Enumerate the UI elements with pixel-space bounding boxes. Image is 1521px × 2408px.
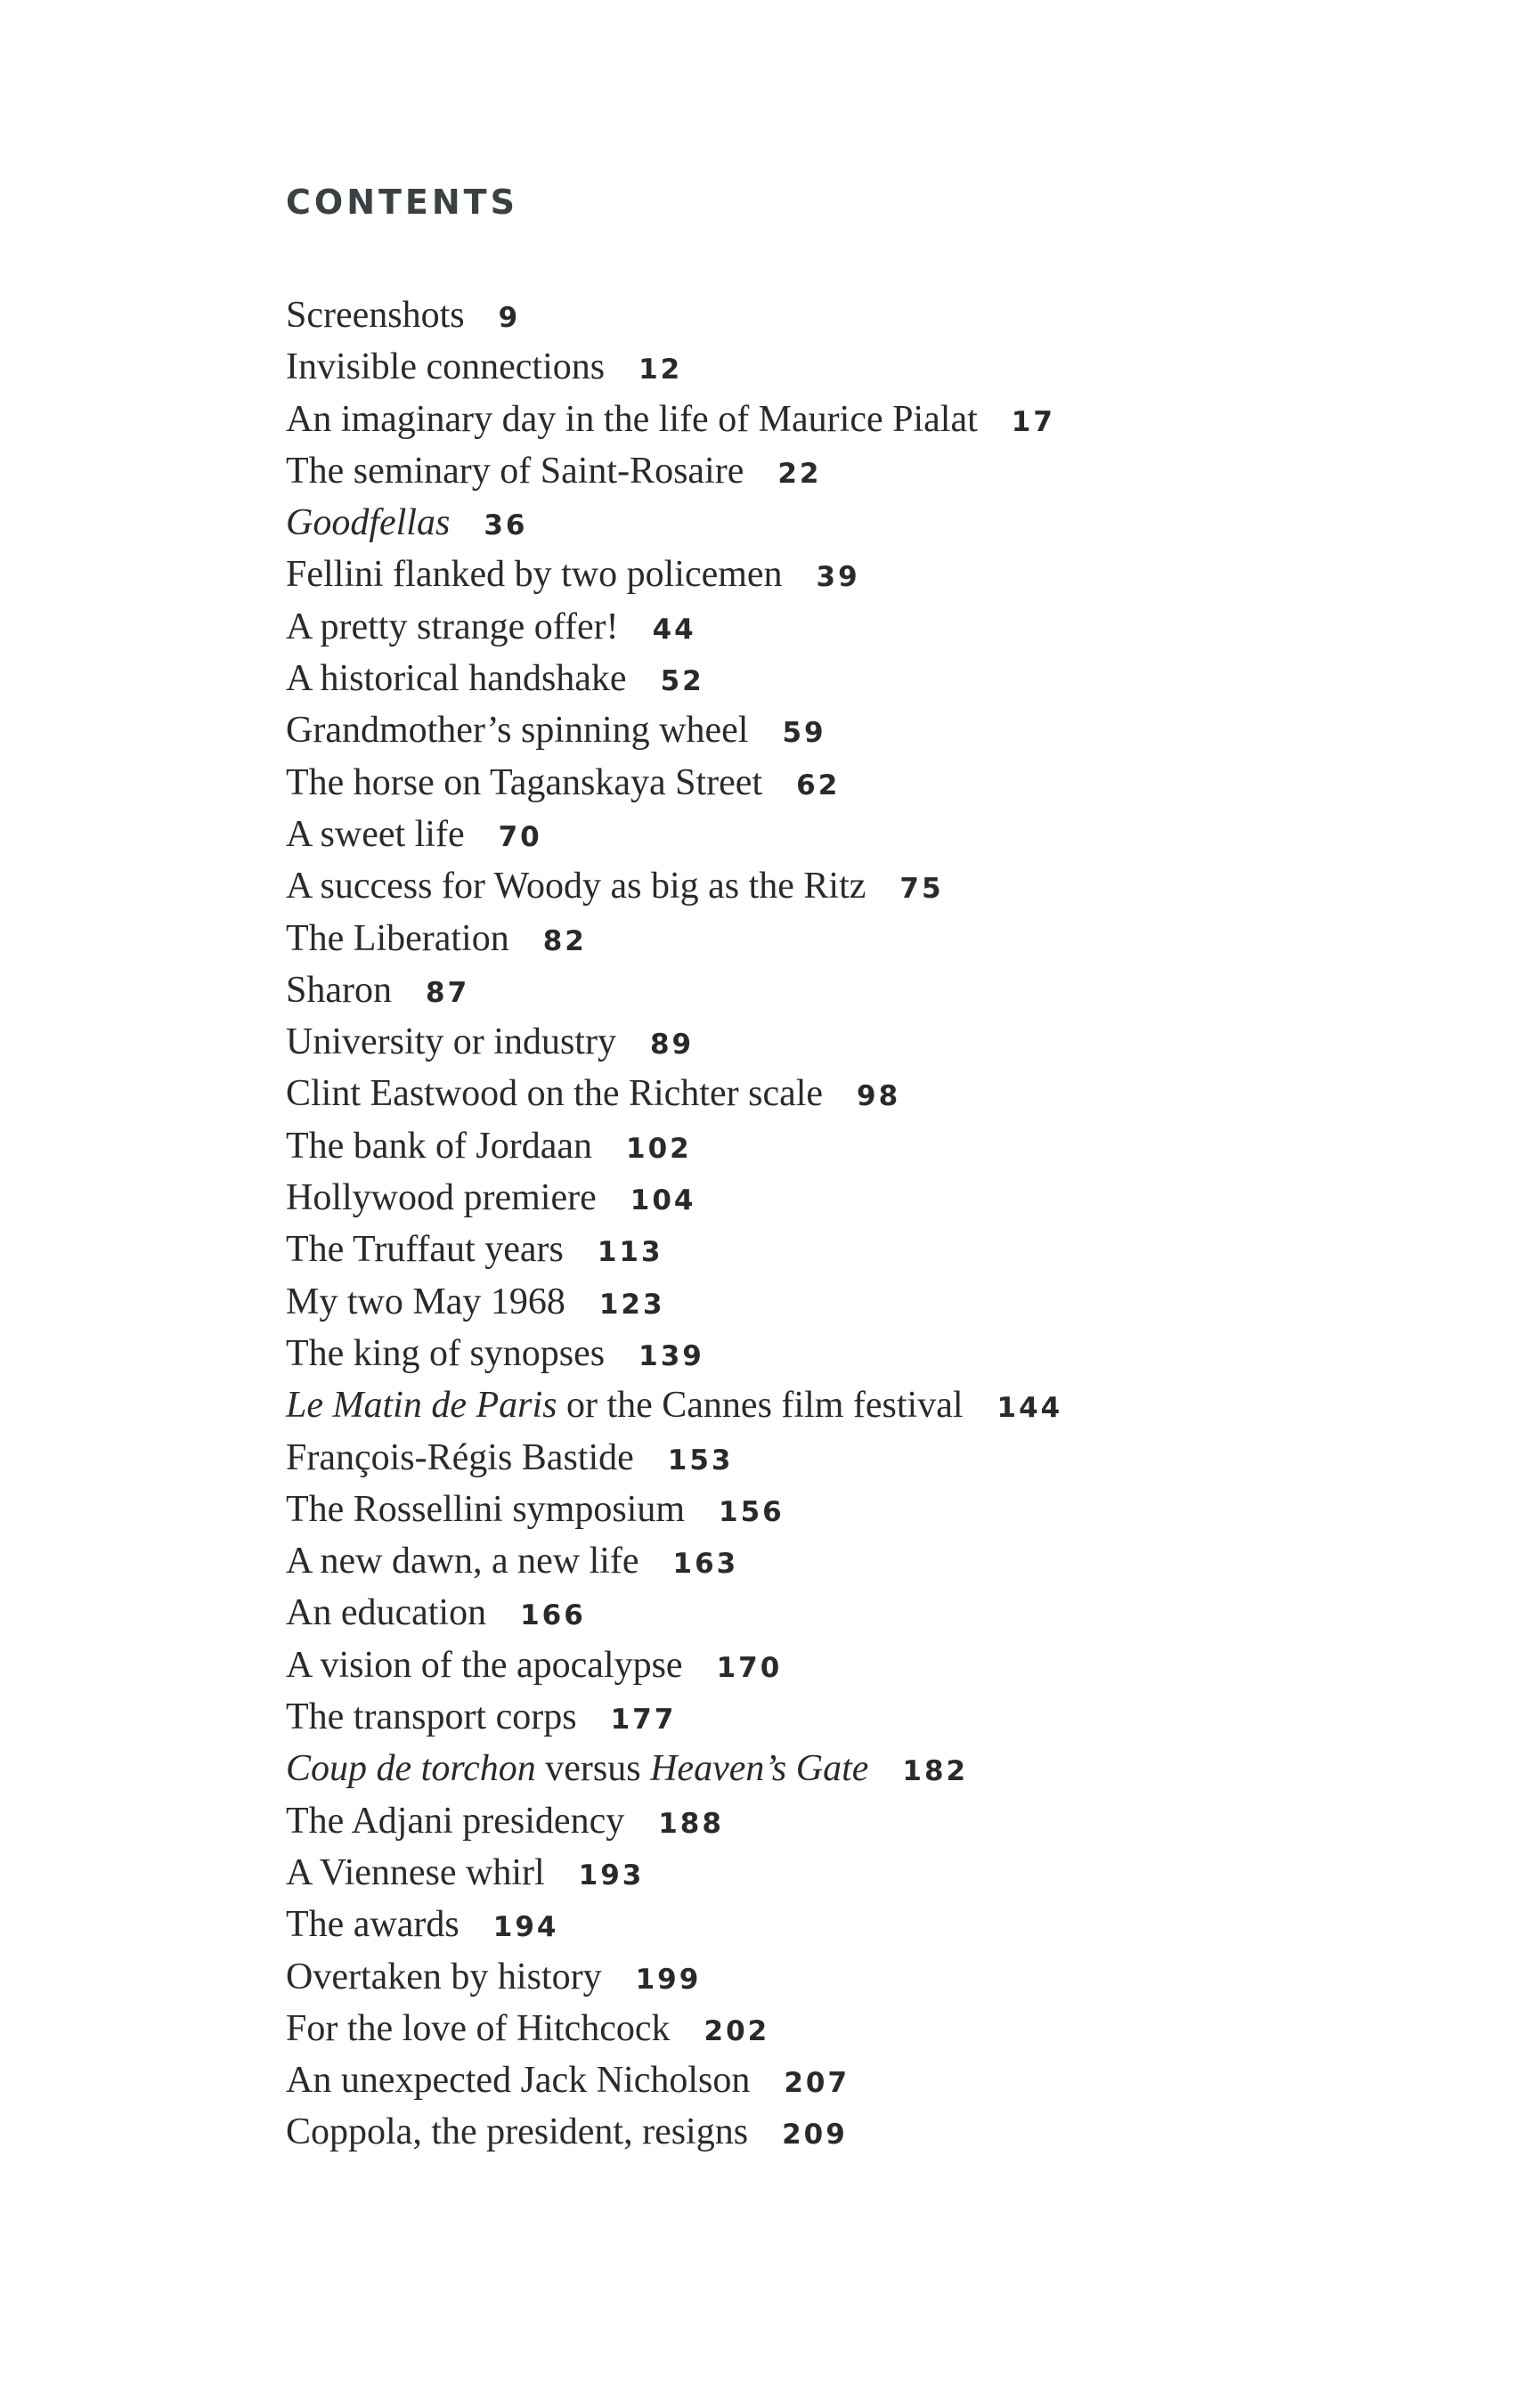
entry-title: A new dawn, a new life <box>286 1541 639 1582</box>
toc-entry <box>286 1484 1062 1535</box>
entry-page-number: 166 <box>520 1599 586 1632</box>
entry-title: An education <box>286 1592 487 1634</box>
entry-page-number: 17 <box>1011 405 1055 438</box>
entry-page-number: 102 <box>626 1132 692 1165</box>
toc-entry <box>286 394 1062 445</box>
toc-entry <box>286 1535 1062 1587</box>
entry-page-number: 12 <box>638 354 683 386</box>
entry-page-number: 36 <box>484 509 528 542</box>
toc-entry <box>286 1224 1062 1275</box>
toc-entry <box>286 1951 1062 2003</box>
entry-page-number: 177 <box>610 1704 677 1737</box>
entry-page-number: 123 <box>598 1288 665 1321</box>
entry-title: An unexpected Jack Nicholson <box>286 2060 751 2102</box>
toc-entry <box>286 1795 1062 1847</box>
toc-entry <box>286 1743 1062 1794</box>
toc-entry <box>286 1899 1062 1950</box>
toc-entry <box>286 2003 1062 2054</box>
entry-title-italic-2: Heaven’s Gate <box>650 1748 869 1790</box>
entry-title: A vision of the apocalypse <box>286 1644 683 1686</box>
entry-title: François-Régis Bastide <box>286 1436 634 1478</box>
entry-title: The transport corps <box>286 1696 577 1738</box>
entry-title: The horse on Taganskaya Street <box>286 761 763 803</box>
entry-title: My two May 1968 <box>286 1281 565 1322</box>
toc-entry <box>286 497 1062 549</box>
entry-page-number: 182 <box>902 1755 969 1788</box>
toc-entry <box>286 289 1062 341</box>
entry-title: Sharon <box>286 969 392 1011</box>
entry-page-number: 104 <box>630 1184 696 1217</box>
toc-entry <box>286 601 1062 653</box>
entry-page-number: 87 <box>426 976 470 1009</box>
entry-page-number: 113 <box>597 1236 663 1269</box>
entry-page-number: 153 <box>667 1444 734 1477</box>
entry-title: Hollywood premiere <box>286 1177 597 1219</box>
toc-entry <box>286 2106 1062 2158</box>
entry-page-number: 207 <box>784 2067 850 2100</box>
entry-title-italic: Goodfellas <box>286 502 451 544</box>
entry-title: Invisible connections <box>286 346 606 388</box>
entry-page-number: 193 <box>578 1859 645 1891</box>
entry-page-number: 139 <box>638 1339 704 1372</box>
toc-entry <box>286 653 1062 704</box>
toc-entry <box>286 1691 1062 1743</box>
entry-title: The seminary of Saint-Rosaire <box>286 450 744 492</box>
toc-entry <box>286 1276 1062 1328</box>
toc-entry <box>286 2054 1062 2106</box>
entry-title <box>286 1385 964 1426</box>
entry-page-number: 75 <box>899 873 944 906</box>
toc-entry <box>286 1068 1062 1119</box>
entry-title: An imaginary day in the life of Maurice Pialat <box>286 398 978 440</box>
entry-title: Coppola, the president, resigns <box>286 2111 749 2153</box>
toc-entry <box>286 1172 1062 1224</box>
toc-entry <box>286 757 1062 809</box>
entry-page-number: 202 <box>704 2014 770 2047</box>
entry-page-number: 39 <box>816 561 860 594</box>
table-of-contents <box>286 289 1062 2159</box>
entry-title: Overtaken by history <box>286 1956 602 1997</box>
toc-entry <box>286 860 1062 912</box>
entry-page-number: 163 <box>672 1548 739 1581</box>
entry-page-number: 82 <box>542 924 587 957</box>
entry-page-number: 89 <box>649 1029 695 1062</box>
toc-entry <box>286 445 1062 497</box>
toc-entry <box>286 1847 1062 1899</box>
entry-title: The Liberation <box>286 917 509 959</box>
entry-title: Grandmother’s spinning wheel <box>286 710 749 752</box>
entry-title: University or industry <box>286 1021 616 1063</box>
entry-title <box>286 502 450 543</box>
entry-title: A success for Woody as big as the Ritz <box>286 866 866 907</box>
entry-page-number: 52 <box>660 665 704 698</box>
entry-page-number: 44 <box>652 613 696 646</box>
toc-entry <box>286 1639 1062 1691</box>
toc-entry <box>286 1587 1062 1639</box>
toc-entry <box>286 1379 1062 1431</box>
entry-title: Clint Eastwood on the Richter scale <box>286 1073 824 1115</box>
entry-title-rest: or the Cannes film festival <box>557 1385 964 1427</box>
entry-title: A historical handshake <box>286 658 627 700</box>
toc-entry <box>286 704 1062 756</box>
entry-title-rest: versus <box>535 1748 651 1790</box>
entry-title: A sweet life <box>286 813 465 855</box>
entry-title: The awards <box>286 1904 460 1946</box>
entry-title: The Adjani presidency <box>286 1800 625 1842</box>
toc-entry <box>286 1432 1062 1484</box>
entry-title: For the love of Hitchcock <box>286 2007 671 2049</box>
entry-title-italic: Coup de torchon <box>286 1748 536 1790</box>
entry-page-number: 22 <box>777 457 822 490</box>
entry-page-number: 170 <box>716 1651 783 1684</box>
entry-page-number: 98 <box>857 1080 901 1113</box>
entry-page-number: 9 <box>498 302 521 334</box>
entry-page-number: 144 <box>996 1392 1063 1425</box>
entry-title: Fellini flanked by two policemen <box>286 554 783 596</box>
entry-title: Screenshots <box>286 295 465 336</box>
entry-title: The Truffaut years <box>286 1229 564 1271</box>
entry-page-number: 199 <box>635 1963 702 1996</box>
entry-title <box>286 1748 868 1789</box>
entry-page-number: 188 <box>658 1807 724 1840</box>
entry-title: The king of synopses <box>286 1332 606 1374</box>
entry-title: A Viennese whirl <box>286 1851 545 1893</box>
entry-title: The Rossellini symposium <box>286 1488 686 1530</box>
toc-entry <box>286 1016 1062 1068</box>
entry-page-number: 62 <box>796 769 841 801</box>
toc-entry <box>286 964 1062 1016</box>
entry-title: A pretty strange offer! <box>286 606 619 647</box>
entry-page-number: 59 <box>782 717 826 750</box>
entry-page-number: 209 <box>782 2119 848 2152</box>
entry-page-number: 70 <box>498 820 542 853</box>
toc-entry <box>286 341 1062 393</box>
entry-page-number: 156 <box>719 1495 785 1528</box>
entry-title: The bank of Jordaan <box>286 1125 593 1167</box>
entry-title-italic: Le Matin de Paris <box>286 1385 557 1427</box>
toc-entry <box>286 1328 1062 1379</box>
entry-page-number: 194 <box>492 1911 559 1944</box>
toc-entry <box>286 549 1062 600</box>
toc-entry <box>286 809 1062 860</box>
contents-heading: CONTENTS <box>286 183 518 222</box>
toc-entry <box>286 913 1062 964</box>
toc-entry <box>286 1120 1062 1172</box>
